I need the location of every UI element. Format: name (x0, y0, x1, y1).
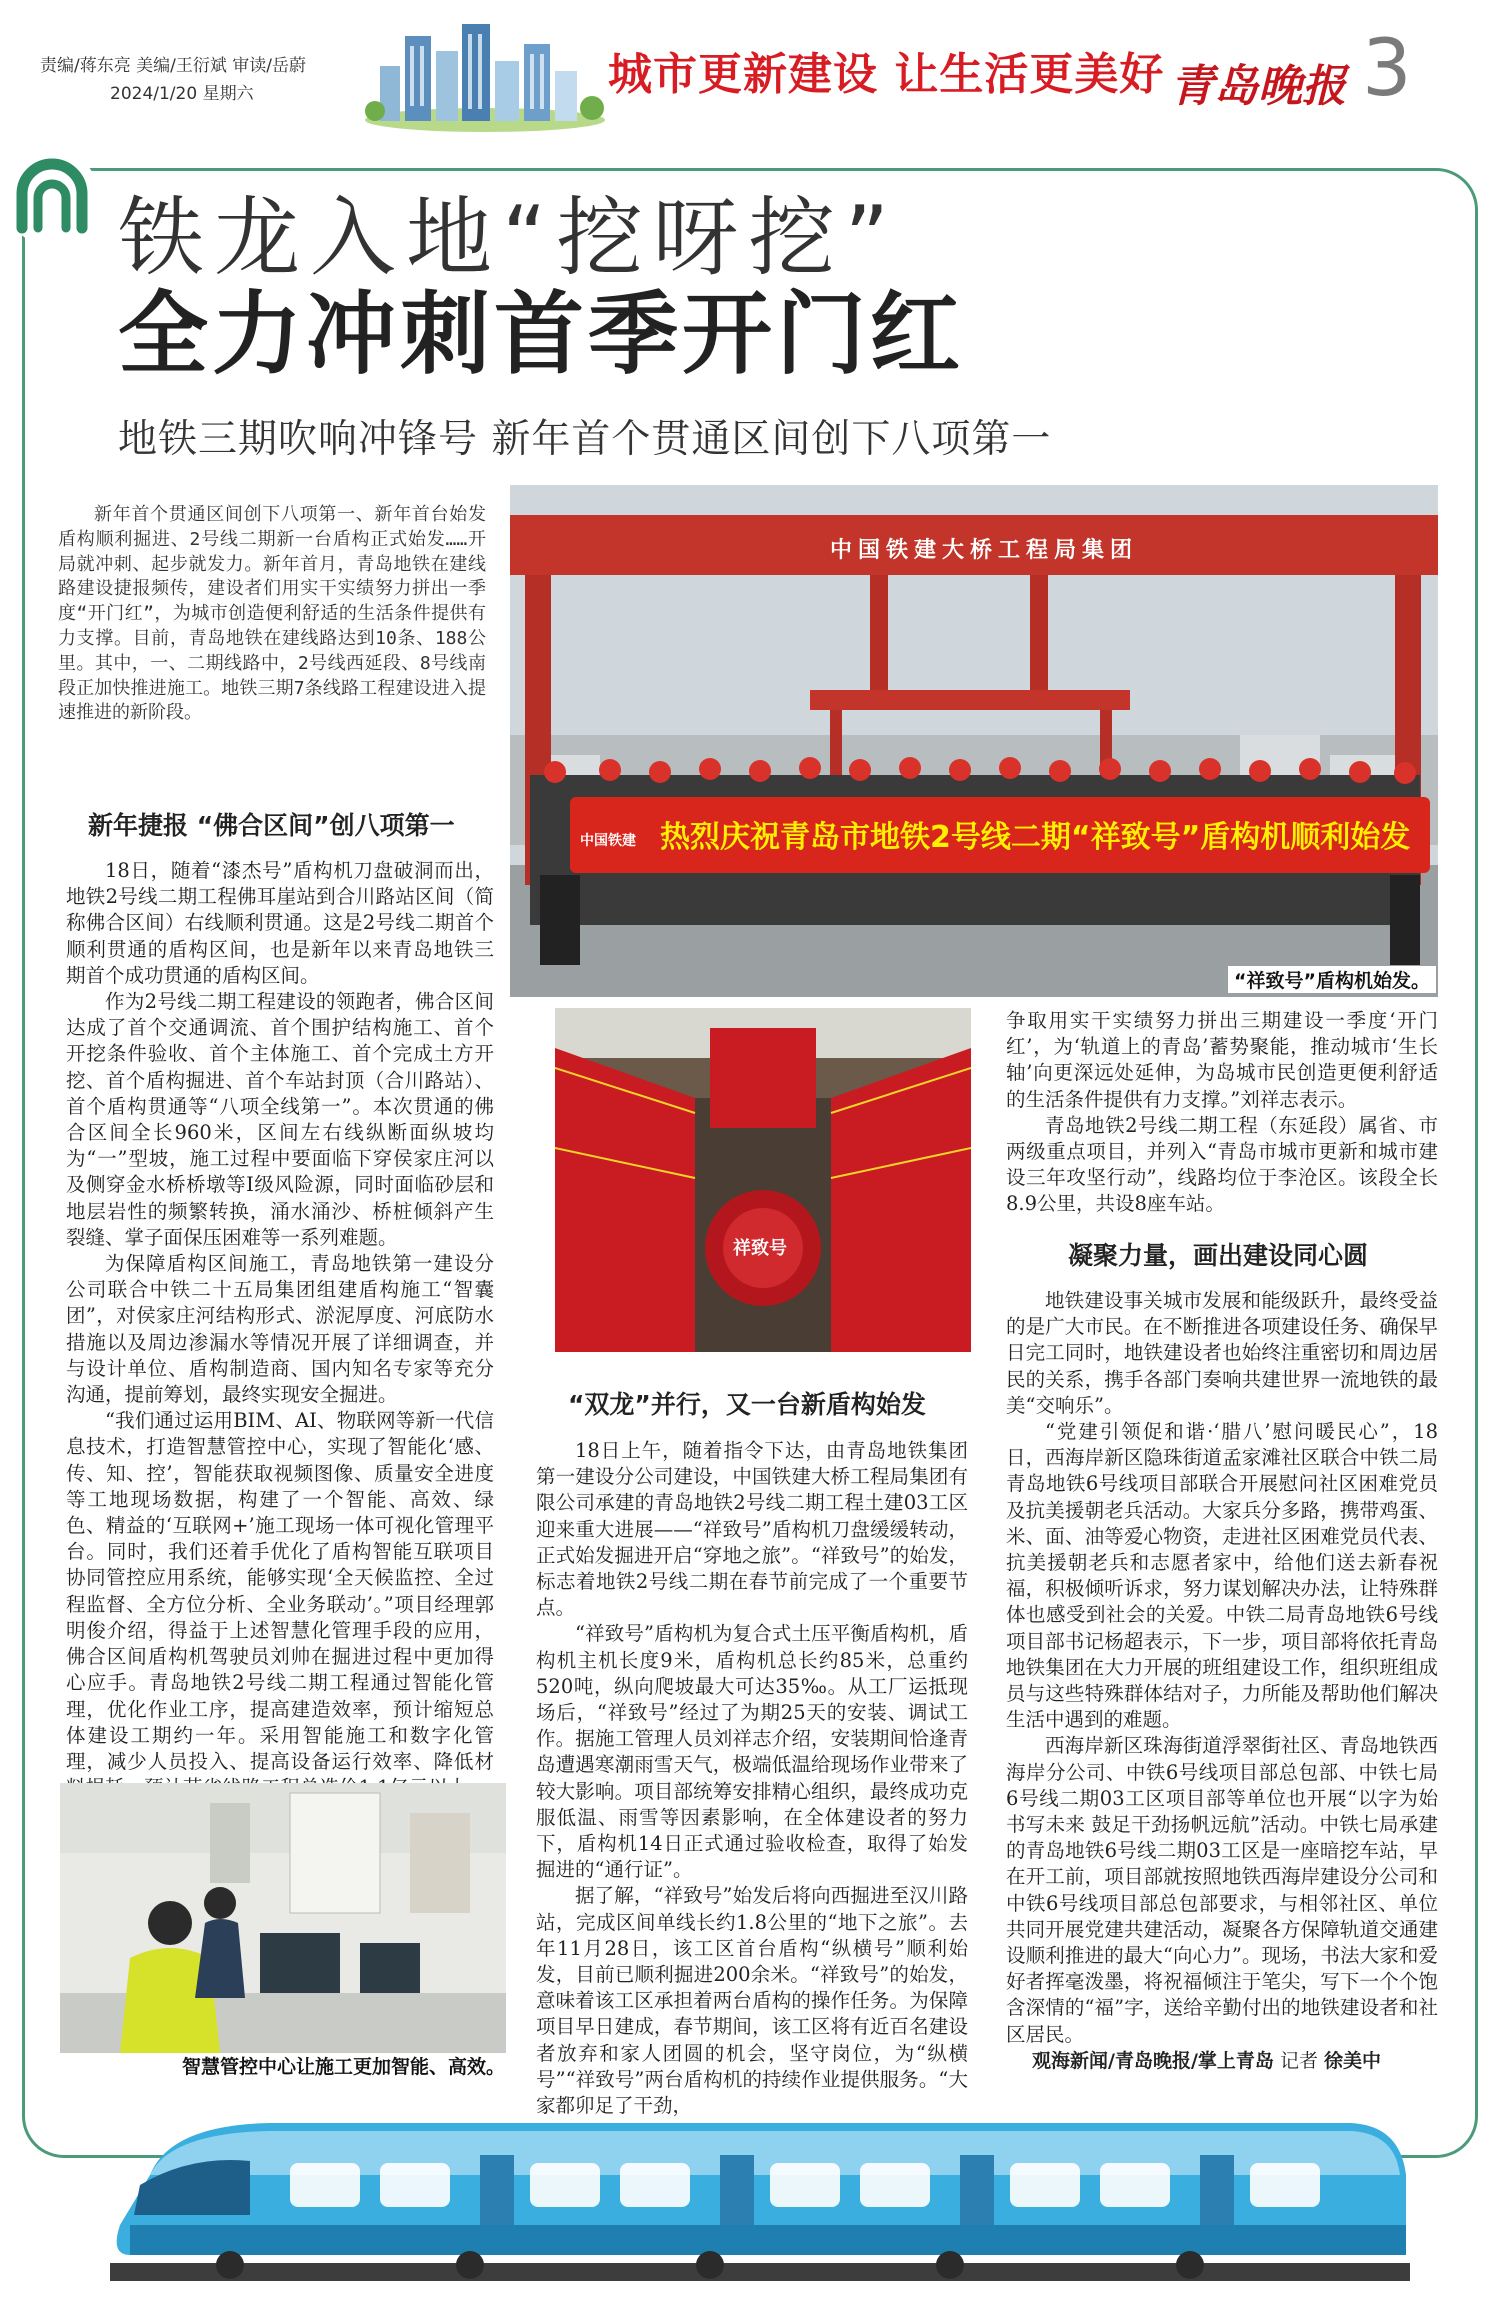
banner-logo: 中国铁建 (580, 833, 636, 849)
column-slogan: 城市更新建设 让生活更美好 (608, 49, 1165, 100)
skyline-illustration (360, 16, 610, 134)
section2-paragraph: “祥致号”盾构机为复合式土压平衡盾构机，盾构机主机长度9米，盾构机总长约85米，总重约520吨，纵向爬坡最大可达35‰。从工厂运抵现场后，“祥致号”经过了为期25天的安装、调试工作。据施工管理人员刘祥志介绍，安装期间恰逢青岛遭遇寒潮雨雪天气，极端低温给现场作业带来了较大影响。项目部统筹安排精心组织，最终成功克服低温、雨雪等因素影响，在全体建设者的努力下，盾构机14日正式通过验收检查，取得了始发掘进的“通行证”。 (536, 1622, 968, 1882)
section3-paragraph: 西海岸新区珠海街道浮翠街社区、青岛地铁西海岸分公司、中铁6号线项目部总包部、中铁七局6号线二期03工区项目部等单位也开展“以字为始书写未来 鼓足干劲扬帆远航”活动。中铁七局承建的青岛地铁6号线二期03工区是一座暗挖车站，早在开工前，项目部就按照地铁西海岸建设分公司和中铁6号线项目部总包部要求，与相邻社区、单位共同开展党建共建活动，凝聚各方保障轨道交通建设顺利推进的最大“向心力”。现场，书法大家和爱好者挥毫泼墨，将祝福倾注于笔尖，写下一个个饱含深情的“福”字，送给辛勤付出的地铁建设者和社区居民。 (1006, 1734, 1438, 2046)
control-center-photo (60, 1783, 506, 2053)
metro-train-illustration (110, 2105, 1410, 2295)
section3-paragraph: 地铁建设事关城市发展和能级跃升，最终受益的是广大市民。在不断推进各项建设任务、确保早日完工同时，地铁建设者也始终注重密切和周边居民的关系，携手各部门奏响共建世界一流地铁的最美“交响乐”。 (1006, 1289, 1438, 1417)
section2-paragraph: 据了解，“祥致号”始发后将向西掘进至汉川路站，完成区间单线长约1.8公里的“地下之旅”。去年11月28日，该工区首台盾构“纵横号”顺利始发，目前已顺利掘进200余米。“祥致号”的始发，意味着该工区承担着两台盾构的操作任务。为保障项目早日建成，春节期间，该工区将有近百名建设者放弃和家人团圆的机会，坚守岗位，为“纵横号”“祥致号”两台盾构机的持续作业提供服务。“大家都卯足了干劲， (536, 1884, 968, 2118)
intro-lead: 新年首个贯通区间创下八项第一、新年首台始发盾构顺利掘进、2号线二期新一台盾构正式始发……开局就冲刺、起步就发力。新年首月，青岛地铁在建线路建设捷报频传，建设者们用实干实绩努力拼出一季度“开门红”，为城市创造便利舒适的生活条件提供有力支撑。目前，青岛地铁在建线路达到10条、188公里。其中，一、二期线路中，2号线西延段、8号线南段正加快推进施工。地铁三期7条线路工程建设进入提速推进的新阶段。 (58, 504, 486, 724)
section3-paragraph: “党建引领促和谐·‘腊八’慰问暖民心”，18日，西海岸新区隐珠街道孟家滩社区联合中铁二局青岛地铁6号线项目部联合开展慰问社区困难党员及抗美援朝老兵活动。大家兵分多路，携带鸡蛋、米、面、油等爱心物资，走进社区困难党员代表、抗美援朝老兵和志愿者家中，给他们送去新春祝福，积极倾听诉求，努力谋划解决办法，让特殊群体也感受到社会的关爱。中铁二局青岛地铁6号线项目部书记杨超表示，下一步，项目部将依托青岛地铁集团在大力开展的班组建设工作，组织班组成员与这些特殊群体结对子，力所能及帮助他们解决生活中遇到的难题。 (1006, 1420, 1438, 1732)
page-number: 3 (1362, 24, 1412, 114)
headline-subtitle: 地铁三期吹响冲锋号 新年首个贯通区间创下八项第一 (118, 417, 1052, 462)
shield-shaft-photo (555, 1008, 971, 1352)
section1-paragraph: 作为2号线二期工程建设的领跑者，佛合区间达成了首个交通调流、首个围护结构施工、首个开挖条件验收、首个主体施工、首个完成土方开挖、首个盾构掘进、首个车站封顶（合川路站）、首个盾构贯通等“八项全线第一”。本次贯通的佛合区间全长960米，区间左右线纵断面纵坡均为“一”型坡，施工过程中要面临下穿侯家庄河以及侧穿金水桥桥墩等Ⅰ级风险源，同时面临砂层和地层岩性的频繁转换，涌水涌沙、桥桩倾斜产生裂缝、掌子面保压困难等一系列难题。 (66, 990, 494, 1249)
editor-credits: 责编/蒋东亮 美编/王衍斌 审读/岳蔚 (40, 56, 306, 76)
issue-date: 2024/1/20 星期六 (110, 84, 254, 104)
section3-lead (1006, 1008, 1438, 1218)
section2-body (536, 1438, 968, 2119)
section1-paragraph: “我们通过运用BIM、AI、物联网等新一代信息技术，打造智慧管控中心，实现了智能化‘感、传、知、控’，智能获取视频图像、质量安全进度等工地现场数据，构建了一个智能、高效、绿色、精益的‘互联网+’施工现场一体可视化管理平台。同时，我们还着手优化了盾构智能互联项目协同管控应用系统，能够实现‘全天候监控、全过程监督、全方位分析、全业务联动’。”项目经理郭明俊介绍，得益于上述智慧化管理手段的应用，佛合区间盾构机驾驶员刘帅在掘进过程中更加得心应手。青岛地铁2号线二期工程通过智能化管理，优化作业工序，提高建造效率，预计缩短总体建设工期约一年。采用智能施工和数字化管理，减少人员投入、提高设备运行效率、降低材 (66, 1409, 494, 1773)
section1-body (66, 858, 494, 1801)
section3-continued: 争取用实干实绩努力拼出三期建设一季度‘开门红’，为‘轨道上的青岛’蓄势聚能，推动城市‘生长轴’向更深远处延伸，为岛城市民创造更便利舒适的生活条件提供有力支撑。”刘祥志表示。 (1006, 1009, 1438, 1111)
byline-name: 徐美中 (1324, 2050, 1382, 2072)
section1-paragraph: 为保障盾构区间施工，青岛地铁第一建设分公司联合中铁二十五局集团组建盾构施工“智囊团”，对侯家庄河结构形式、淤泥厚度、河底防水措施以及周边渗漏水等情况开展了详细调查，并与设计单位、盾构制造商、国内知名专家等充分沟通，提前筹划，最终实现安全掘进。 (66, 1252, 494, 1407)
caption-launch: “祥致号”盾构机始发。 (1228, 966, 1436, 993)
metro-logo-icon (4, 150, 100, 246)
section2-heading: “双龙”并行，又一台新盾构始发 (568, 1390, 926, 1419)
byline-role: 记者 (1279, 2050, 1318, 2072)
section2-paragraph: 18日上午，随着指令下达，由青岛地铁集团第一建设分公司建设，中国铁建大桥工程局集团有限公司承建的青岛地铁2号线二期工程土建03工区迎来重大进展——“祥致号”盾构机刀盘缓缓转动，正式始发掘进开启“穿地之旅”。“祥致号”的始发，标志着地铁2号线二期在春节前完成了一个重要节点。 (536, 1439, 968, 1620)
section3-paragraph: 青岛地铁2号线二期工程（东延段）属省、市两级重点项目，并列入“青岛市城市更新和城市建设三年攻坚行动”，线路均位于李沧区。该段全长8.9公里，共设8座车站。 (1006, 1113, 1438, 1216)
section1-paragraph: 18日，随着“漆杰号”盾构机刀盘破洞而出，地铁2号线二期工程佛耳崖站到合川路站区间（简称佛合区间）右线顺利贯通。这是2号线二期首个顺利贯通的盾构区间，也是新年以来青岛地铁三期首个成功贯通的盾构区间。 (66, 859, 494, 987)
caption-control-center: 智慧管控中心让施工更加智能、高效。 (182, 2056, 506, 2078)
newspaper-brand: 青岛晚报 (1170, 61, 1346, 112)
header-meta (40, 52, 340, 108)
byline-source: 观海新闻/青岛晚报/掌上青岛 (1032, 2050, 1274, 2072)
byline (1032, 2046, 1381, 2073)
banner-text: 热烈庆祝青岛市地铁2号线二期“祥致号”盾构机顺利始发 (660, 820, 1411, 855)
section3-body (1006, 1288, 1438, 2048)
shield-ring-label: 祥致号 (733, 1238, 787, 1259)
crane-text: 中国铁建大桥工程局集团 (830, 538, 1139, 563)
headline-line1: 铁龙入地“挖呀挖” (118, 188, 900, 288)
launch-ceremony-photo (510, 485, 1438, 997)
section3-heading: 凝聚力量，画出建设同心圆 (1068, 1241, 1369, 1270)
section1-heading: 新年捷报 “佛合区间”创八项第一 (88, 811, 455, 840)
headline-line2: 全力冲刺首季开门红 (118, 282, 964, 387)
